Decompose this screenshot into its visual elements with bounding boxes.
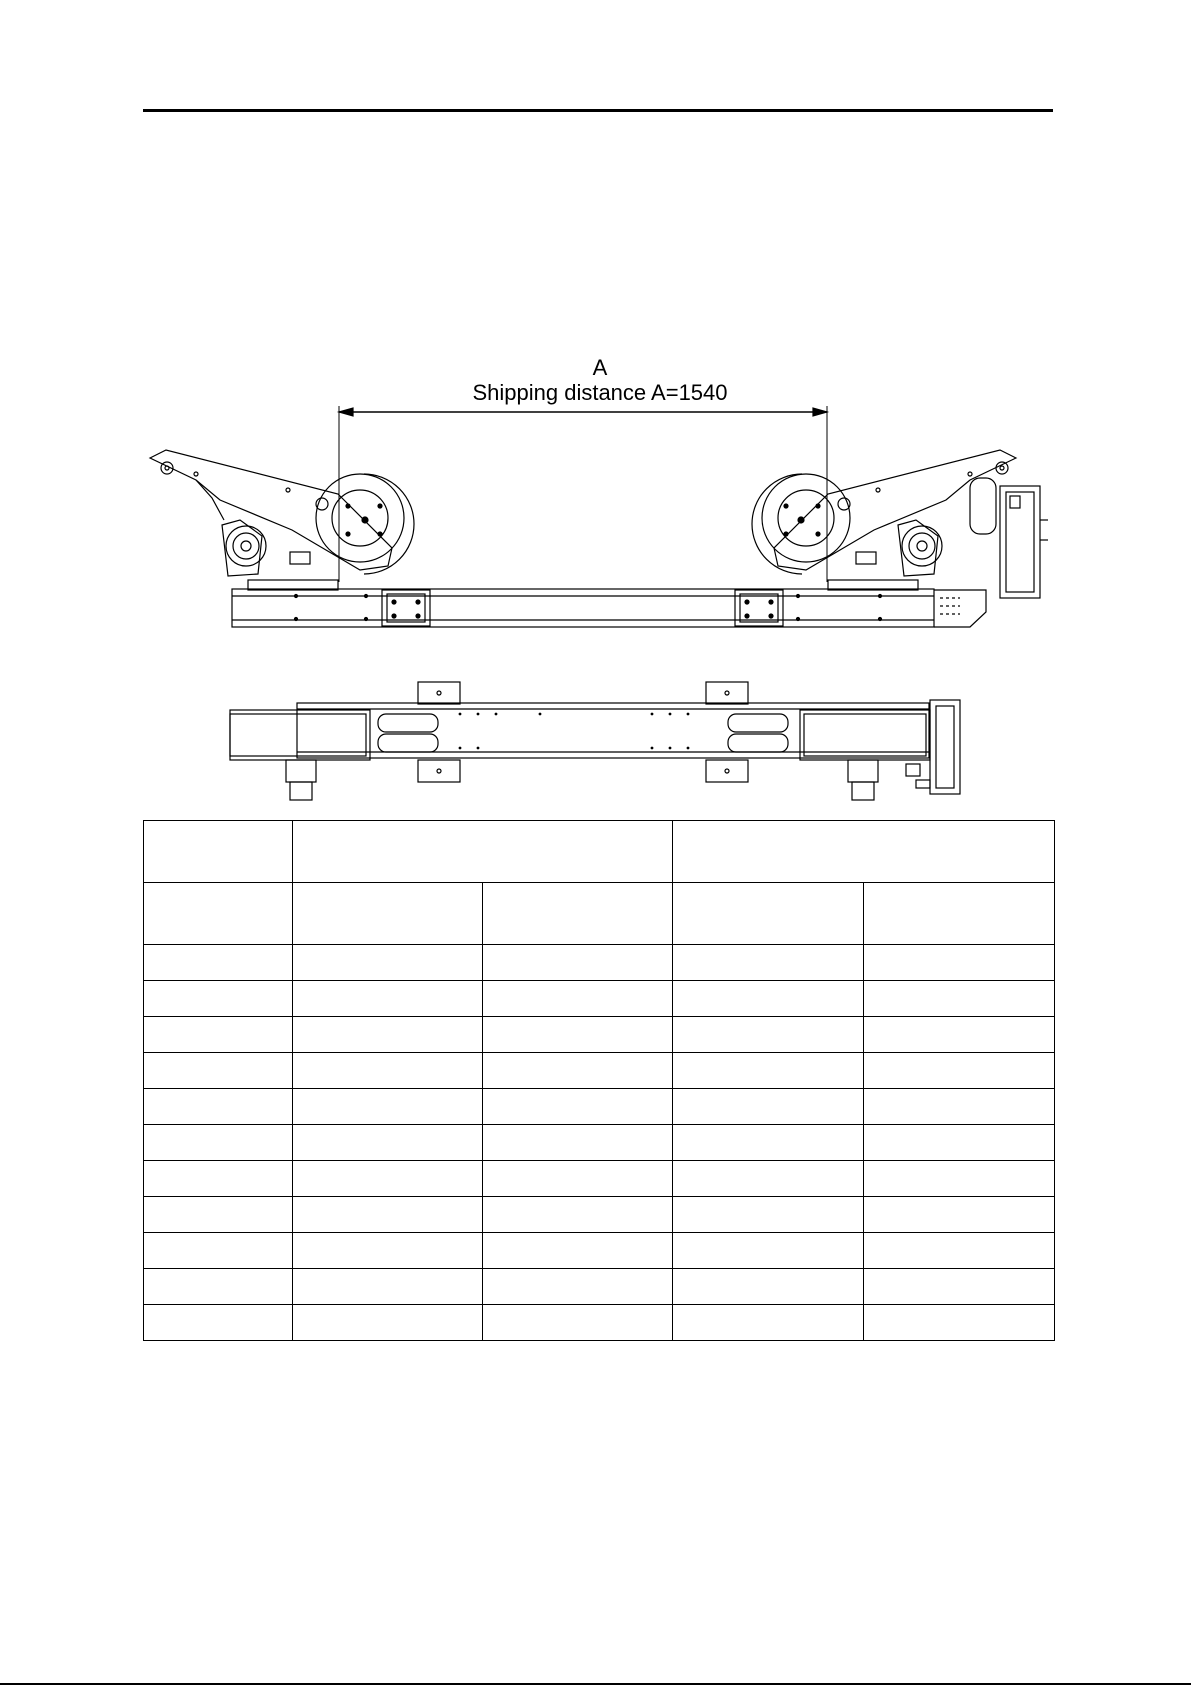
table-cell	[293, 1269, 483, 1305]
table-cell	[864, 1125, 1055, 1161]
table-header-cell	[864, 883, 1055, 945]
dimension-line	[339, 406, 827, 582]
table-cell	[144, 1269, 293, 1305]
table-cell	[673, 1269, 864, 1305]
table-row	[144, 945, 1055, 981]
spec-table	[143, 820, 1055, 1341]
table-cell	[293, 1305, 483, 1341]
table-cell	[673, 1161, 864, 1197]
table-cell	[483, 1125, 673, 1161]
table-cell	[293, 1053, 483, 1089]
table-header-row-2	[144, 883, 1055, 945]
table-cell	[673, 1017, 864, 1053]
table-cell	[864, 1161, 1055, 1197]
table-cell	[144, 1125, 293, 1161]
table-cell	[144, 1233, 293, 1269]
table-cell	[293, 945, 483, 981]
plan-view	[230, 682, 960, 800]
table-cell	[144, 1197, 293, 1233]
table-header-cell	[293, 883, 483, 945]
table-cell	[293, 1197, 483, 1233]
table-header-row-1	[144, 821, 1055, 883]
table-cell	[864, 1269, 1055, 1305]
table-cell	[144, 945, 293, 981]
table-row	[144, 1305, 1055, 1341]
table-cell	[864, 945, 1055, 981]
table-row	[144, 1053, 1055, 1089]
table-cell	[673, 945, 864, 981]
table-cell	[864, 1017, 1055, 1053]
table-cell	[673, 1197, 864, 1233]
table-cell	[144, 1161, 293, 1197]
technical-drawing	[0, 0, 1191, 820]
table-cell	[293, 1125, 483, 1161]
table-cell	[673, 1089, 864, 1125]
table-header-cell	[673, 883, 864, 945]
table-cell	[864, 1197, 1055, 1233]
table-cell	[144, 1053, 293, 1089]
table-row	[144, 1197, 1055, 1233]
table-cell	[144, 1017, 293, 1053]
table-cell	[864, 1305, 1055, 1341]
table-cell	[483, 1233, 673, 1269]
table-row	[144, 1017, 1055, 1053]
table-cell	[293, 1233, 483, 1269]
table-cell	[483, 1269, 673, 1305]
table-row	[144, 1161, 1055, 1197]
table-cell	[864, 1089, 1055, 1125]
table-row	[144, 981, 1055, 1017]
table-header-cell	[293, 821, 673, 883]
table-row	[144, 1233, 1055, 1269]
table-cell	[483, 1305, 673, 1341]
table-cell	[673, 1305, 864, 1341]
table-header-cell	[673, 821, 1055, 883]
table-cell	[673, 1125, 864, 1161]
dimension-caption: Shipping distance A=1540	[472, 380, 728, 405]
table-cell	[293, 1017, 483, 1053]
table-header-cell	[144, 883, 293, 945]
table-row	[144, 1269, 1055, 1305]
table-cell	[293, 1089, 483, 1125]
table-cell	[483, 1053, 673, 1089]
table-header-cell	[144, 821, 293, 883]
table-cell	[864, 1233, 1055, 1269]
table-cell	[144, 981, 293, 1017]
table-cell	[483, 981, 673, 1017]
table-cell	[673, 1053, 864, 1089]
table-cell	[864, 981, 1055, 1017]
dimension-letter: A	[592, 355, 608, 380]
table-header-cell	[483, 883, 673, 945]
table-row	[144, 1089, 1055, 1125]
table-cell	[483, 1017, 673, 1053]
table-cell	[483, 1161, 673, 1197]
table-cell	[673, 1233, 864, 1269]
table-cell	[483, 945, 673, 981]
table-cell	[483, 1089, 673, 1125]
table-cell	[293, 981, 483, 1017]
table-cell	[293, 1161, 483, 1197]
table-cell	[864, 1053, 1055, 1089]
table-cell	[673, 981, 864, 1017]
front-view	[150, 450, 1048, 627]
table-cell	[483, 1197, 673, 1233]
table-cell	[144, 1305, 293, 1341]
table-cell	[144, 1089, 293, 1125]
table-row	[144, 1125, 1055, 1161]
